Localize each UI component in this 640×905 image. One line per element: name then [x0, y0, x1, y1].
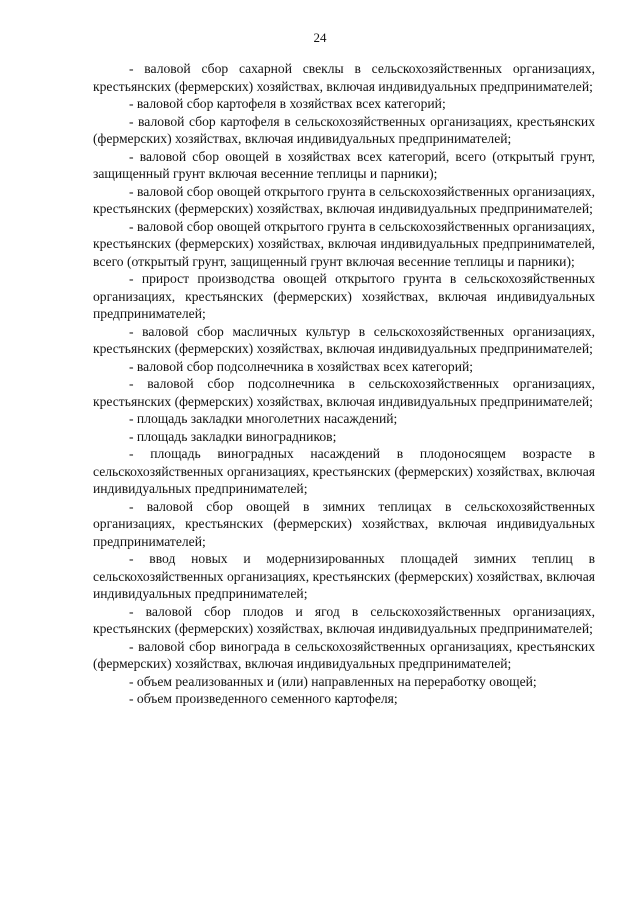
document-body	[93, 60, 595, 708]
list-item: - валовой сбор овощей открытого грунта в сельскохозяйственных организациях, крестьянских (фермерских) хозяйствах, включая индивидуальных предпринимателей;	[93, 183, 595, 216]
list-item: - прирост производства овощей открытого грунта в сельскохозяйственных организациях, крестьянских (фермерских) хозяйствах, включая индивидуальных предпринимателей;	[93, 271, 595, 321]
list-item: - валовой сбор картофеля в сельскохозяйственных организациях, крестьянских (фермерских) хозяйствах, включая индивидуальных предпринимателей;	[93, 113, 595, 146]
list-item: - валовой сбор овощей открытого грунта в сельскохозяйственных организациях, крестьянских (фермерских) хозяйствах, включая индивидуальных предпринимателей, всего (открытый грунт, защищенный грунт включая весенние теплицы и парники);	[93, 218, 595, 269]
list-item: - площадь закладки виноградников;	[129, 428, 337, 444]
list-item: - объем реализованных и (или) направленных на переработку овощей;	[129, 673, 537, 689]
list-item: - валовой сбор подсолнечника в хозяйствах всех категорий;	[129, 358, 474, 374]
list-item: - ввод новых и модернизированных площадей зимних теплиц в сельскохозяйственных организациях, крестьянских (фермерских) хозяйствах, включая индивидуальных предпринимателей;	[93, 551, 595, 601]
list-item: - валовой сбор масличных культур в сельскохозяйственных организациях, крестьянских (фермерских) хозяйствах, включая индивидуальных предпринимателей;	[93, 323, 595, 356]
list-item: - валовой сбор подсолнечника в сельскохозяйственных организациях, крестьянских (фермерских) хозяйствах, включая индивидуальных предпринимателей;	[93, 376, 595, 409]
list-item: - валовой сбор овощей в хозяйствах всех категорий, всего (открытый грунт, защищенный грунт включая весенние теплицы и парники);	[93, 148, 595, 181]
list-item: - валовой сбор винограда в сельскохозяйственных организациях, крестьянских (фермерских) хозяйствах, включая индивидуальных предпринимателей;	[93, 638, 595, 671]
list-item: - валовой сбор картофеля в хозяйствах всех категорий;	[129, 96, 446, 111]
list-item: - объем произведенного семенного картофеля;	[129, 691, 398, 706]
list-item: - валовой сбор сахарной свеклы в сельскохозяйственных организациях, крестьянских (фермерских) хозяйствах, включая индивидуальных предпринимателей;	[93, 61, 595, 94]
list-item: - площадь закладки многолетних насаждений;	[129, 411, 398, 426]
list-item: - площадь виноградных насаждений в плодоносящем возрасте в сельскохозяйственных организациях, крестьянских (фермерских) хозяйствах, включая индивидуальных предпринимателей;	[93, 446, 595, 496]
list-item: - валовой сбор плодов и ягод в сельскохозяйственных организациях, крестьянских (фермерских) хозяйствах, включая индивидуальных предпринимателей;	[93, 603, 595, 636]
list-item: - валовой сбор овощей в зимних теплицах в сельскохозяйственных организациях, крестьянских (фермерских) хозяйствах, включая индивидуальных предпринимателей;	[93, 498, 595, 549]
page-number: 24	[313, 30, 327, 45]
